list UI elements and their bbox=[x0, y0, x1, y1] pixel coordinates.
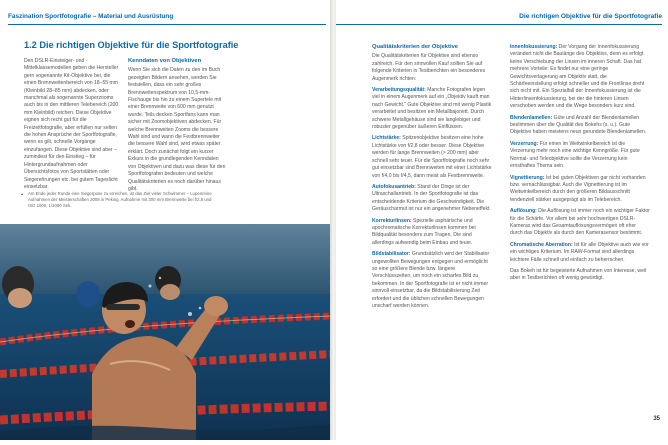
criterion-item bbox=[372, 135, 494, 179]
criterion-term: Chromatische Aberration: bbox=[510, 241, 573, 248]
criterion-term: Autofokusantrieb: bbox=[372, 183, 416, 190]
criterion-item bbox=[510, 175, 650, 205]
criterion-item bbox=[372, 87, 494, 131]
criterion-item bbox=[510, 208, 650, 238]
criterion-term: Bildstabilisator: bbox=[372, 251, 411, 258]
criterion-text: Ist für alle Objektive auch wie vor ein wichtiges Kriterium. Im RAW-Format sind allerdings leichtere Fälle schnell und einfach zu beherrschen. bbox=[510, 241, 649, 263]
criterion-text: Güte und Anzahl der Blendenlamellen bestimmen über die Qualität des Bokehs (s. u.). Gute Objektive haben meistens neun gerundete Blendenlamellen. bbox=[510, 114, 647, 136]
right-column-1 bbox=[372, 44, 494, 428]
criterion-text: Die Auflösung ist immer noch ein wichtiger Faktor für die Schärfe. Vor allem bei sehr hochwertigen DSLR-Kameras wird das Gesamtauflösungsvermögen oft eher durch das Objektiv als durch den Kamerasensor bestimmt. bbox=[510, 208, 650, 237]
left-page bbox=[0, 0, 332, 440]
photo-caption: ▴ Am Ende jeder Runde eine Siegerpose zu erreichen, ist das Ziel vieler Schwimmer – Lupenreine Aufnahmen der Meisterschaften 2008 in Peking. Aufnahme mit 300 mm Brennweite bei f/2,8 und ISO 1000, 1/1000 Sek. bbox=[24, 191, 212, 209]
criterion-term: Innenfokussierung: bbox=[510, 44, 558, 50]
criterion-item bbox=[372, 218, 494, 248]
criterion-text: Der Vorgang der Innenfokussierung verändert nicht die Baulänge des Objektivs, denn es erfolgt keine Verschiebung der Linsen im inneren Schaft. Das hat mehrere Vorteile: Es findet nur eine geringe Gewichtsverlagerung am Objektiv statt, die Schärfeeinstellung erfolgt schneller und die Frontlinse dreht sich nicht mit. Ein Spezialfall der Innenfokussierung ist die Hinterlinsenfokussierung, bei der die hinteren Linsen verschoben werden und die Wege besonders kurz sind. bbox=[510, 44, 645, 110]
body-text: Den DSLR-Einsteiger- und -Mittelklassemodellen geben die Hersteller gern sogenannte Kit-Objektive bei, die einen Brennweitenbereich von 18–55 mm (Kleinbild 28–85 mm) abdecken, oder manchmal als sogenannte Superzooms auch bis in den mittleren Telebereich (200 mm Kleinbild) reichen. Diese Objektive eignen sich recht gut für die Freizeitfotografie, aber erfüllen nur selten die hohen Ansprüche der Sportfotografie, wenn es gilt, schnelle Vorgänge einzufangen. Diese Objektive sind aber – zumindest für den Einstieg – für Hintergrundaufnahmen oder Übersichtsfotos von Sportstätten oder Siegerehrungen etc. bei gutem Tageslicht einsetzbar. bbox=[24, 58, 119, 190]
right-page bbox=[336, 0, 668, 440]
left-column-2 bbox=[128, 58, 228, 192]
criterion-term: Lichtstärke: bbox=[372, 135, 401, 142]
subheading-kenndaten: Kenndaten von Objektiven bbox=[128, 58, 202, 64]
criterion-text: Für einen im Weitwinkelbereich ist die Verzerrung mehr noch eine wichtige Kenngröße. Für gute Normal- und Teleobjektive sollte die Verzerrung kein ernsthaftes Thema sein. bbox=[510, 140, 640, 170]
criterion-item bbox=[510, 141, 650, 171]
criterion-term: Verzerrung: bbox=[510, 140, 539, 147]
criterion-term: Korrekturlinsen: bbox=[372, 217, 412, 224]
criterion-item bbox=[510, 268, 650, 283]
left-column-1 bbox=[24, 58, 122, 190]
criterion-term: Vignettierung: bbox=[510, 174, 545, 181]
body-text: Wenn Sie sich die Daten zu den im Buch gezeigten Bildern ansehen, werden Sie feststellen, dass ein sehr großes Brennweitenspektrum von 10,5-mm-Fischauge bis hin zu einem Supertele mit einer Brennweite von 600 mm genutzt wurde. Teils decken Sportfans kann man sicher mit Zoomobjektiven abdecken. Für welche Brennweiten Zooms die bessere Wahl sind und wann die Festbrennweiter die bessere Wahl sind, wird etwas später erklärt. Doch zunächst folgt ein kurzer Exkurs in die grundlegenden Kenndaten von Objektiven und dazu was diese für den Sportfotografen bedeuten und welche Qualitätskriterien es noch darüber hinaus gibt. bbox=[128, 67, 226, 192]
body-text: Die Qualitätskriterien für Objektive sind ebenso zahlreich. Für den sinnvollen Kauf sollten Sie auf folgende Kriterien in Testberichten ein besonderes Augenmerk richten: bbox=[372, 53, 486, 82]
criterion-text: Manche Fotografen legen viel in einem Augenmerk auf ein „Objektiv kauft man nach Gewicht.“ Gute Objektive sind mit wenig Plastik verarbeitet und besitzen ein Metallbajonett. Durch schwere Metallgehäuse sind sie langlebiger und robuster gegenüber äußeren Einflüssen. bbox=[372, 87, 492, 131]
page-number: 35 bbox=[653, 416, 660, 422]
running-header-right: Die richtigen Objektive für die Sportfotografie bbox=[336, 10, 662, 25]
criterion-term: Auflösung: bbox=[510, 208, 537, 215]
criterion-text: Spezielle asphärische und apochromatische Korrekturlinsen kommen bei Bildqualität besonders zum Tragen. Die sind allerdings aufwendig beim Einbau und teuer. bbox=[372, 217, 476, 246]
criterion-text: Grundsätzlich wird der Stabilisator ungewollten Bewegungen entgegen und ermöglicht so eine größere Blende bzw. längere Verschlusszeiten, um noch ein scharfes Bild zu bekommen. In der Sportfotografie ist er nicht immer sinnvoll einsetzbar, da die Bildstabilisierung Zeit erfordert und die üblichen schnellen Bewegungen unscharf werden können. bbox=[372, 251, 490, 309]
criterion-item bbox=[372, 251, 494, 310]
swimmer-photo bbox=[0, 224, 332, 440]
criterion-term: Blendenlamellen: bbox=[510, 114, 553, 121]
criterion-item bbox=[372, 184, 494, 214]
swimmer-photo-illustration bbox=[0, 224, 332, 440]
criterion-text: Stand der Dinge ist der Ultraschallantrieb. In der Sportfotografie ist das entscheidende Kriterium die Geschwindigkeit. Die Geräuscharmut ist nur ein angenehmer Nebeneffekt. bbox=[372, 183, 491, 213]
subheading-qualitaetskriterien: Qualitätskriterien der Objektive bbox=[372, 44, 459, 50]
criterion-item bbox=[510, 115, 650, 137]
criterion-term: Verarbeitungsqualität: bbox=[372, 87, 426, 94]
criterion-item bbox=[510, 44, 650, 111]
criterion-text: Ist bei guten Objektiven gar nicht vorhanden bzw. vernachlässigbar. Auch die Vignettierung ist im Weitwinkelbereich durch den größeren Bildausschnitt tendenziell stärker ausgeprägt als im Telebereich. bbox=[510, 174, 646, 203]
section-heading: 1.2 Die richtigen Objektive für die Sportfotografie bbox=[24, 40, 239, 50]
criterion-item bbox=[510, 242, 650, 264]
criterion-text: Das Bokeh ist für begeisterte Aufnahmen von Interesse, weil aber in Testberichten oft wenig gewürdigt. bbox=[510, 267, 647, 282]
criterion-text: Spitzenobjektive besitzen eine hohe Lichtstärke von f/2,8 oder besser. Diese Objektive werden für lange Brennweiten (> 200 mm) aber schnell sehr teuer. Für die Sportfotografie noch sehr gut einsetzbar sind Brennweiten mit einer Lichtstärke von f/4,0 bis f/4,5, dann meist als Festbrennweite. bbox=[372, 135, 492, 179]
right-column-2 bbox=[510, 44, 650, 428]
running-header-left: Faszination Sportfotografie – Material und Ausrüstung bbox=[8, 10, 326, 25]
